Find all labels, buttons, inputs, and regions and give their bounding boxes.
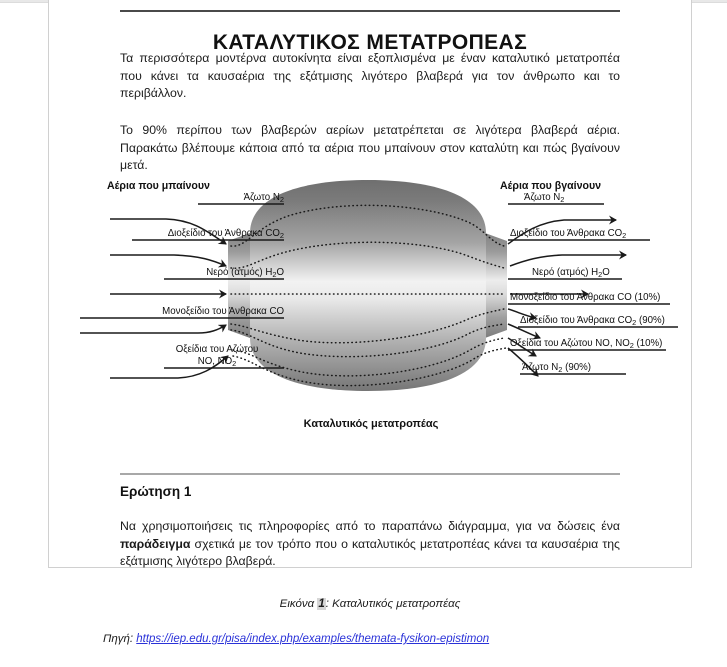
inlet-label-carbon-monoxide: Μονοξείδιο του Άνθρακα CO [162,306,284,317]
inlet-label-nitrogen-oxides: Οξείδια του Αζώτου NO, $NO_2$ [175,344,259,368]
outlet-label-nitrogen-90: Άζωτο $N_2$ (90%) [522,362,591,374]
header-rule [120,10,620,12]
question-text [120,518,620,571]
outlet-label-nitrogen: Άζωτο $N_2$ [524,192,565,204]
source-link[interactable]: https://iep.edu.gr/pisa/index.php/examples/themata-fysikon-epistimon [136,633,490,645]
question-heading: Ερώτηση 1 [120,484,192,499]
question-text-before: Να χρησιμοποιήσεις τις πληροφορίες από το παραπάνω διάγραμμα, για να δώσεις ένα [120,519,620,533]
outlet-label-water-vapour: Νερό (ατμός) $H_2O$ [532,267,610,279]
outlet-label-carbon-dioxide: Διοξείδιο του Άνθρακα $CO_2$ [510,228,627,240]
inlet-label-water-vapour: Νερό (ατμός) $H_2O$ [206,267,284,279]
gases-in-header: Αέρια που μπαίνουν [107,180,210,192]
figure-caption-prefix: Εικόνα [279,598,318,610]
outlet-label-nitrogen-oxides: Οξείδια του Αζώτου NO, $NO_2$ (10%) [510,338,663,350]
outlet-label-carbon-dioxide-90: Διοξείδιο του Άνθρακα $CO_2$ (90%) [520,315,665,327]
source-line [103,633,489,645]
source-label: Πηγή: [103,633,137,645]
page-title: ΚΑΤΑΛΥΤΙΚΟΣ ΜΕΤΑΤΡΟΠΕΑΣ [212,31,528,55]
outlet-label-carbon-monoxide: Μονοξείδιο του Άνθρακα CO (10%) [510,292,661,303]
intro-paragraph-2: Το 90% περίπου των βλαβερών αερίων μετατρέπεται σε λιγότερα βλαβερά αέρια. Παρακάτω βλέπουμε κάποια από τα αέρια που μπαίνουν στον καταλύτη και πώς βγαίνουν μετά. [120,123,620,172]
figure-number-field: 1 [318,598,325,610]
inlet-label-nitrogen: Άζωτο $N_2$ [243,192,284,204]
figure-caption [48,598,692,610]
converter-body [250,180,486,391]
question-text-after: σχετικά με τον τρόπο που ο καταλυτικός μετατροπέας κάνει τα καυσαέρια της εξάτμισης λιγότερο βλαβερά. [120,536,620,568]
converter-caption: Καταλυτικός μετατροπέας [303,418,439,430]
question-emphasis: παράδειγμα [120,536,191,551]
intro-paragraph-1: Τα περισσότερα μοντέρνα αυτοκίνητα είναι εξοπλισμένα με έναν καταλυτικό μετατροπέα που κάνει τα καυσαέρια της εξάτμισης λιγότερο βλαβερά για τον άνθρωπο και το περιβάλλον. [120,51,620,100]
converter-outlet-neck [485,233,507,338]
catalytic-converter-diagram [48,178,692,446]
gases-out-header: Αέρια που βγαίνουν [500,180,602,192]
figure-caption-suffix: : Καταλυτικός μετατροπέας [325,598,461,610]
inlet-label-carbon-dioxide: Διοξείδιο του Άνθρακα $CO_2$ [167,228,284,240]
converter-inlet-neck [228,233,250,338]
question-separator-rule [120,473,620,475]
